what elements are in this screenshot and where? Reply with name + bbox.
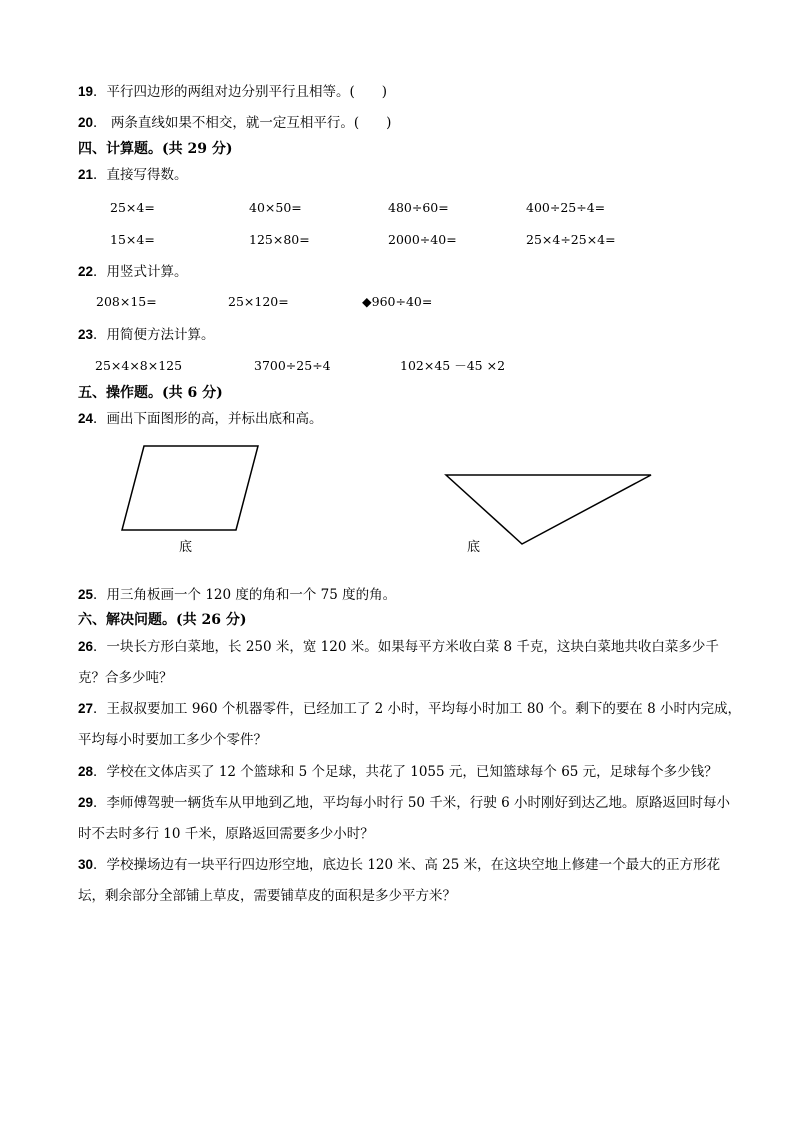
question-text: ．学校操场边有一块平行四边形空地，底边长 120 米、高 25 米，在这块空地上修建一个最大的正方形花坛，剩余部分全部铺上草皮，需要铺草皮的面积是多少平方米？ (78, 857, 721, 904)
question-text: ．平行四边形的两组对边分别平行且相等。( ) (93, 84, 388, 100)
calc-item: 2000÷40= (388, 232, 457, 247)
calc-item: 40×50= (249, 200, 302, 215)
question-number: 25 (78, 587, 94, 602)
calc-item: 400÷25÷4= (526, 200, 606, 215)
question-number: 21 (78, 167, 94, 182)
question-text: ．画出下面图形的高，并标出底和高。 (93, 411, 323, 427)
question-text: ．用简便方法计算。 (93, 327, 215, 343)
question-number: 19 (78, 84, 94, 99)
question-28 (78, 756, 742, 788)
triangle-shape (446, 475, 651, 544)
question-number: 22 (78, 264, 94, 279)
calc-item: 25×4÷25×4= (526, 232, 616, 247)
section-heading-5: 五、操作题。(共 6 分) (78, 385, 223, 401)
calc-item: 3700÷25÷4 (254, 358, 331, 373)
question-text: ．用三角板画一个 120 度的角和一个 75 度的角。 (93, 587, 397, 603)
question-25 (78, 586, 396, 604)
calc-item: 25×4= (110, 200, 155, 215)
question-30 (78, 849, 742, 912)
section-heading-4: 四、计算题。(共 29 分) (78, 141, 233, 157)
question-number: 29 (78, 795, 94, 810)
calc-item: 102×45 －45 ×2 (400, 358, 506, 373)
question-26 (78, 631, 742, 694)
calc-item: 15×4= (110, 232, 155, 247)
question-number: 24 (78, 411, 94, 426)
section-heading-6: 六、解决问题。(共 26 分) (78, 612, 247, 628)
question-text: ．王叔叔要加工 960 个机器零件，已经加工了 2 小时，平均每小时加工 80 个。剩下的要在 8 小时内完成，平均每小时要加工多少个零件？ (78, 701, 741, 748)
triangle-base-label: 底 (467, 540, 481, 555)
calc-item: 208×15= (96, 294, 157, 309)
calc-item: ◆960÷40= (362, 294, 433, 309)
question-text: ．用竖式计算。 (93, 264, 188, 280)
question-text: ．学校在文体店买了 12 个篮球和 5 个足球，共花了 1055 元，已知篮球每个 65 元，足球每个多少钱？ (93, 764, 718, 780)
calc-item: 25×120= (228, 294, 289, 309)
question-number: 27 (78, 701, 94, 716)
question-number: 20 (78, 115, 94, 130)
calc-item: 480÷60= (388, 200, 449, 215)
parallelogram-shape (122, 446, 258, 530)
question-text: ． 两条直线如果不相交，就一定互相平行。( ) (93, 115, 392, 131)
parallelogram-base-label: 底 (179, 540, 193, 555)
calc-item: 25×4×8×125 (95, 358, 183, 373)
question-number: 26 (78, 639, 94, 654)
question-number: 23 (78, 327, 94, 342)
question-text: ．李师傅驾驶一辆货车从甲地到乙地，平均每小时行 50 千米，行驶 6 小时刚好到达乙地。原路返回时每小时不去时多行 10 千米，原路返回需要多少小时？ (78, 795, 730, 842)
question-29 (78, 787, 742, 850)
question-text: ．一块长方形白菜地，长 250 米，宽 120 米。如果每平方米收白菜 8 千克，这块白菜地共收白菜多少千克？合多少吨？ (78, 639, 719, 686)
question-text: ．直接写得数。 (93, 167, 188, 183)
calc-item: 125×80= (249, 232, 310, 247)
question-number: 28 (78, 764, 94, 779)
question-number: 30 (78, 857, 94, 872)
question-27 (78, 693, 742, 756)
